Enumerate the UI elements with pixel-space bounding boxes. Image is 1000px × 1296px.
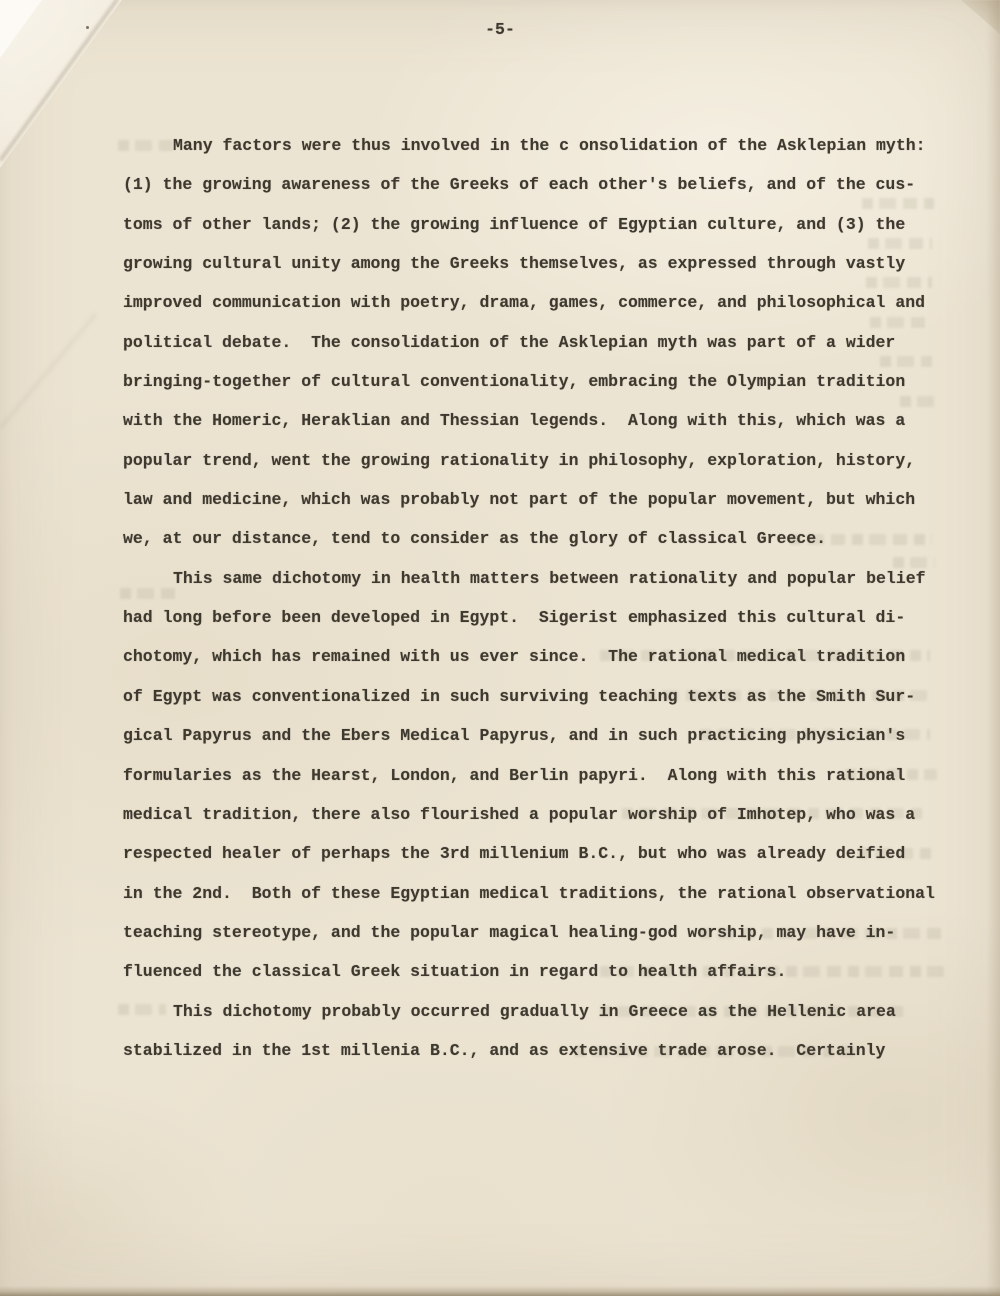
text-line: of Egypt was conventionalized in such surviving teaching texts as the Smith Sur-: [123, 686, 916, 706]
text-line: popular trend, went the growing rationality in philosophy, exploration, history,: [123, 450, 916, 470]
typed-body: [123, 126, 953, 1070]
text-line: teaching stereotype, and the popular magical healing-god worship, may have in-: [123, 922, 896, 942]
page-number: -5-: [485, 20, 515, 39]
text-line: respected healer of perhaps the 3rd millenium B.C., but who was already deified: [123, 844, 906, 864]
text-line: we, at our distance, tend to consider as the glory of classical Greece.: [123, 529, 827, 549]
text-line: political debate. The consolidation of the Asklepian myth was part of a wider: [123, 332, 896, 352]
secondary-crease-line: [0, 313, 97, 429]
text-line: This dichotomy probably occurred gradually in Greece as the Hellenic area: [173, 1001, 896, 1021]
text-line: toms of other lands; (2) the growing influence of Egyptian culture, and (3) the: [123, 214, 906, 234]
text-line: formularies as the Hearst, London, and Berlin papyri. Along with this rational: [123, 765, 906, 785]
text-line: Many factors were thus involved in the c onsolidation of the Asklepian myth:: [173, 136, 926, 155]
text-line: in the 2nd. Both of these Egyptian medical traditions, the rational observational: [123, 883, 935, 903]
scan-right-edge: [986, 0, 1000, 1296]
text-line: bringing-together of cultural conventionality, embracing the Olympian tradition: [123, 372, 906, 392]
text-line: stabilized in the 1st millenia B.C., and as extensive trade arose. Certainly: [123, 1040, 886, 1060]
text-line: with the Homeric, Heraklian and Thessian legends. Along with this, which was a: [123, 411, 906, 431]
text-line: gical Papyrus and the Ebers Medical Papyrus, and in such practicing physician's: [123, 726, 906, 746]
text-line: This same dichotomy in health matters between rationality and popular belief: [173, 568, 926, 588]
text-line: improved communication with poetry, drama, games, commerce, and philosophical and: [123, 293, 926, 313]
text-line: fluenced the classical Greek situation in regard to health affairs.: [123, 962, 787, 982]
text-line: (1) the growing awareness of the Greeks of each other's beliefs, and of the cus-: [123, 175, 916, 195]
text-line: had long before been developed in Egypt. Sigerist emphasized this cultural di-: [123, 608, 906, 628]
text-line: medical tradition, there also flourished a popular worship of Imhotep, who was a: [123, 804, 916, 824]
text-line: law and medicine, which was probably not part of the popular movement, but which: [123, 490, 916, 510]
scan-bottom-edge: [0, 1286, 1000, 1296]
text-line: growing cultural unity among the Greeks themselves, as expressed through vastly: [123, 254, 906, 274]
text-line: chotomy, which has remained with us ever since. The rational medical tradition: [123, 647, 906, 667]
